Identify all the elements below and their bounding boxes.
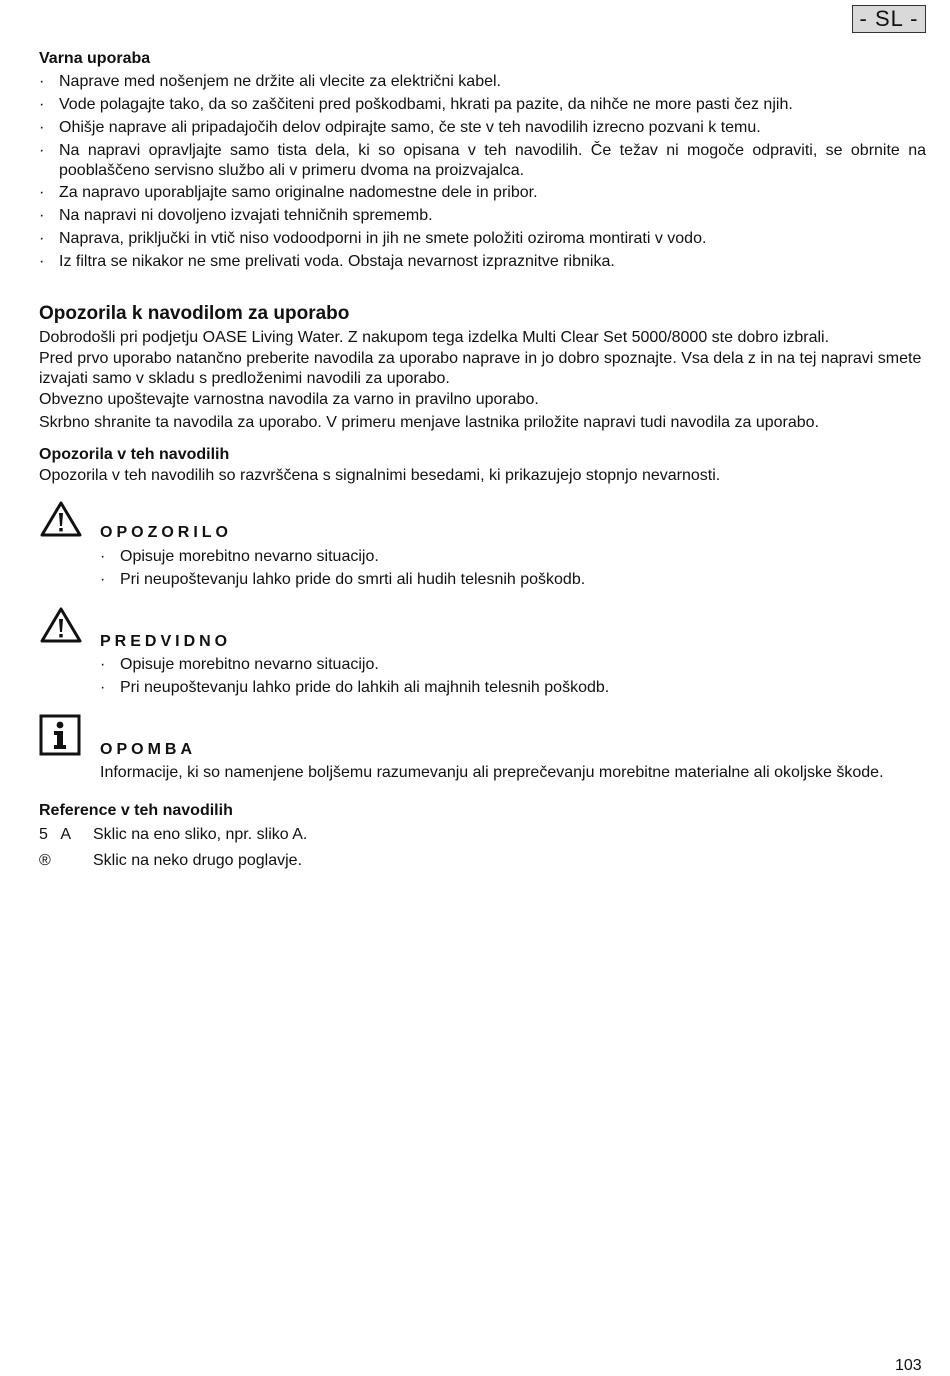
- list-item: [39, 229, 926, 249]
- list-item-text: Na napravi ni dovoljeno izvajati tehničnih sprememb.: [59, 207, 433, 224]
- list-item-text: Opisuje morebitno nevarno situacijo.: [120, 548, 379, 565]
- safe-use-heading: Varna uporaba: [39, 50, 151, 67]
- info-icon: [39, 714, 81, 756]
- language-tag: - SL -: [852, 5, 926, 33]
- bullet: ·: [100, 679, 106, 696]
- list-item: [100, 547, 379, 567]
- list-item-text: Opisuje morebitno nevarno situacijo.: [120, 656, 379, 673]
- warning-triangle-icon: [39, 606, 83, 644]
- bullet: ·: [39, 207, 45, 224]
- list-item-text: Naprava, priključki in vtič niso vodoodporni in jih ne smete položiti oziroma montirati v vodo.: [59, 230, 707, 247]
- list-item: [39, 183, 926, 203]
- reference-text: Sklic na neko drugo poglavje.: [93, 852, 303, 869]
- list-item: [39, 206, 926, 226]
- list-item-text: Pri neupoštevanju lahko pride do smrti ali hudih telesnih poškodb.: [120, 571, 586, 588]
- intro-paragraph: Dobrodošli pri podjetju OASE Living Water. Z nakupom tega izdelka Multi Clear Set 5000/8000 ste dobro izbrali.: [39, 329, 830, 346]
- bullet: ·: [39, 184, 45, 201]
- caution-signal-word: PREDVIDNO: [100, 633, 232, 650]
- instructions-heading: Opozorila k navodilom za uporabo: [39, 303, 350, 324]
- warning-triangle-icon: [39, 500, 83, 538]
- list-item-text: Na napravi opravljajte samo tista dela, ki so opisana v teh navodilih. Če težav ni mogoče odpraviti, se obrnite na pooblaščeno servisno službo ali v primeru dvoma na proizvajalca.: [59, 142, 926, 179]
- bullet: ·: [39, 253, 45, 270]
- reference-text: Sklic na eno sliko, npr. sliko A.: [93, 826, 308, 843]
- paragraph: Obvezno upoštevajte varnostna navodila za varno in pravilno uporabo.: [39, 391, 539, 408]
- list-item: [100, 655, 379, 675]
- list-item: [100, 678, 609, 698]
- bullet: ·: [39, 142, 45, 159]
- list-item: [39, 95, 926, 115]
- bullet: ·: [39, 119, 45, 136]
- reference-marker: ®: [39, 852, 51, 869]
- list-item-text: Za napravo uporabljajte samo originalne nadomestne dele in pribor.: [59, 184, 538, 201]
- reference-marker: 5 A: [39, 826, 72, 843]
- bullet: ·: [39, 73, 45, 90]
- list-item-text: Vode polagajte tako, da so zaščiteni pred poškodbami, hkrati pa pazite, da nihče ne more pasti čez njih.: [59, 96, 793, 113]
- bullet: ·: [39, 96, 45, 113]
- list-item: [39, 118, 926, 138]
- list-item-text: Pri neupoštevanju lahko pride do lahkih ali majhnih telesnih poškodb.: [120, 679, 610, 696]
- bullet: ·: [100, 656, 106, 673]
- paragraph: Skrbno shranite ta navodila za uporabo. V primeru menjave lastnika priložite napravi tudi navodila za uporabo.: [39, 414, 820, 431]
- paragraph: Pred prvo uporabo natančno preberite navodila za uporabo naprave in jo dobro spoznajte. Vsa dela z in na tej napravi smete izvajati samo v skladu s predloženimi navodili za uporabo.: [39, 350, 922, 387]
- bullet: ·: [39, 230, 45, 247]
- list-item: [100, 570, 585, 590]
- list-item-text: Iz filtra se nikakor ne sme prelivati voda. Obstaja nevarnost izpraznitve ribnika.: [59, 253, 615, 270]
- warning-signal-word: OPOZORILO: [100, 524, 232, 541]
- references-heading: Reference v teh navodilih: [39, 802, 233, 819]
- note-signal-word: OPOMBA: [100, 741, 196, 758]
- page-number: 103: [895, 1357, 922, 1374]
- bullet: ·: [100, 571, 106, 588]
- note-text: Informacije, ki so namenjene boljšemu razumevanju ali preprečevanju morebitne materialne ali okoljske škode.: [100, 764, 884, 781]
- list-item: [39, 141, 926, 181]
- bullet: ·: [100, 548, 106, 565]
- list-item: [39, 72, 926, 92]
- warnings-heading: Opozorila v teh navodilih: [39, 446, 230, 463]
- list-item-text: Naprave med nošenjem ne držite ali vlecite za električni kabel.: [59, 73, 501, 90]
- list-item-text: Ohišje naprave ali pripadajočih delov odpirajte samo, če ste v teh navodilih izrecno pozvani k temu.: [59, 119, 761, 136]
- warnings-intro: Opozorila v teh navodilih so razvrščena s signalnimi besedami, ki prikazujejo stopnjo nevarnosti.: [39, 467, 721, 484]
- list-item: [39, 252, 926, 272]
